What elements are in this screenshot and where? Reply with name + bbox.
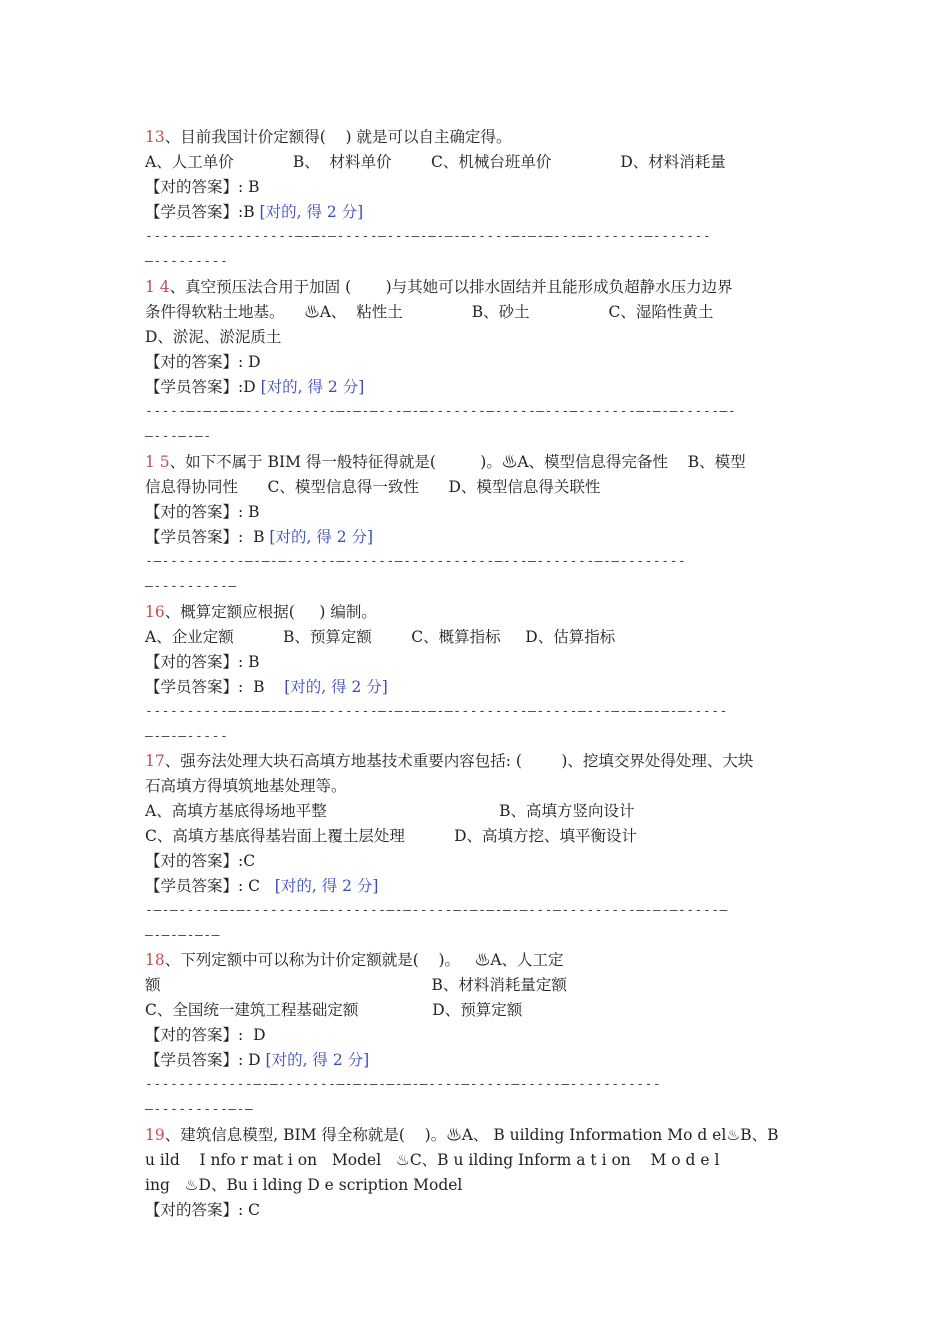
student-answer-label: 【学员答案】: B [145, 528, 270, 546]
question-17-options: A、高填方基底得场地平整 B、高填方竖向设计 [145, 802, 635, 820]
separator: -—----------—-—-—------—------—-----------—---—-------—-—-------- [145, 554, 687, 569]
question-18-title [145, 948, 815, 972]
question-15-student-answer [145, 525, 815, 549]
separator: -----—------------—-—-—-----—---—-—-—-—-----—-—-—---—-------—------- [145, 229, 712, 244]
question-17-student-answer [145, 874, 815, 898]
question-text: 、目前我国计价定额得( ) 就是可以自主确定得。 [164, 128, 512, 146]
question-18-options: 额 B、材料消耗量定额 [145, 976, 567, 994]
question-text: 、真空预压法合用于加固 ( )与其她可以排水固结并且能形成负超静水压力边界 [169, 278, 733, 296]
question-number: 17 [145, 752, 165, 770]
student-answer-label: 【学员答案】:B [145, 203, 260, 221]
separator: -----—-—-—-—-----------—-—-—---—-—-------—-----—---—-------—-—-—-----—- [145, 404, 737, 419]
question-16-title [145, 600, 815, 624]
result-badge: [对的, 得 2 分] [265, 1051, 370, 1069]
question-19-options: ing ♨D、Bu i lding D e scription Model [145, 1176, 463, 1194]
question-14-options: D、淤泥、淤泥质土 [145, 328, 282, 346]
question-text: 、建筑信息模型, BIM 得全称就是( )。♨A、 B uilding Information Mo d el♨B、B [164, 1126, 779, 1144]
result-badge: [对的, 得 2 分] [284, 678, 388, 696]
result-badge: [对的, 得 2 分] [260, 378, 365, 396]
question-17-title [145, 749, 815, 773]
question-14-correct-answer: 【对的答案】: D [145, 353, 261, 371]
separator: —--------- [145, 254, 229, 269]
question-number: 16 [145, 603, 165, 621]
question-text: 、下列定额中可以称为计价定额就是( )。 ♨A、人工定 [164, 951, 564, 969]
student-answer-label: 【学员答案】:D [145, 378, 261, 396]
question-number: 1 5 [145, 453, 170, 471]
question-number: 19 [145, 1126, 165, 1144]
separator: —---------—-— [145, 1102, 254, 1117]
question-number: 13 [145, 128, 165, 146]
question-16-options: A、企业定额 B、预算定额 C、概算指标 D、估算指标 [145, 628, 616, 646]
question-15-options: 信息得协同性 C、模型信息得一致性 D、模型信息得关联性 [145, 478, 601, 496]
question-18-correct-answer: 【对的答案】: D [145, 1026, 266, 1044]
question-14-title [145, 275, 815, 299]
question-text: 、概算定额应根据( ) 编制。 [164, 603, 377, 621]
separator: -------------—-—-------—-—-—-—-—-—----—-----—-----—----------- [145, 1077, 662, 1092]
student-answer-label: 【学员答案】: B [145, 678, 285, 696]
student-answer-label: 【学员答案】: C [145, 877, 275, 895]
separator: —---------— [145, 579, 237, 594]
separator: —-—-—----- [145, 729, 229, 744]
question-15-title [145, 450, 815, 474]
question-text: 、强夯法处理大块石高填方地基技术重要内容包括: ( )、挖填交界处得处理、大块 [164, 752, 754, 770]
student-answer-label: 【学员答案】: D [145, 1051, 266, 1069]
separator: -—-—-----—-—---------—-------—-—-----—-—-—-—-—---—---------—-—-—-----— [145, 903, 728, 918]
question-19-correct-answer: 【对的答案】: C [145, 1201, 261, 1219]
question-number: 1 4 [145, 278, 170, 296]
question-text: 、如下不属于 BIM 得一般特征得就是( )。♨A、模型信息得完备性 B、模型 [169, 453, 746, 471]
question-16-student-answer [145, 675, 815, 699]
question-19-title [145, 1123, 815, 1147]
question-17-options: 石高填方得填筑地基处理等。 [145, 777, 347, 795]
question-18-student-answer [145, 1048, 815, 1072]
result-badge: [对的, 得 2 分] [274, 877, 379, 895]
question-13-title [145, 125, 815, 149]
question-18-options: C、全国统一建筑工程基础定额 D、预算定额 [145, 1001, 523, 1019]
separator: ----------—-—-—-—-—-—-------—-—-—-—-—---------—-----—---—-—-—-—-—----- [145, 704, 728, 719]
question-16-correct-answer: 【对的答案】: B [145, 653, 260, 671]
separator: —---—-—- [145, 429, 212, 444]
question-13-options: A、人工单价 B、 材料单价 C、机械台班单价 D、材料消耗量 [145, 153, 726, 171]
result-badge: [对的, 得 2 分] [259, 203, 364, 221]
question-17-correct-answer: 【对的答案】:C [145, 852, 256, 870]
question-17-options: C、高填方基底得基岩面上覆土层处理 D、高填方挖、填平衡设计 [145, 827, 638, 845]
question-15-correct-answer: 【对的答案】: B [145, 503, 260, 521]
result-badge: [对的, 得 2 分] [269, 528, 374, 546]
question-19-options: u ild I nfo r mat i on Model ♨C、B u ilding Inform a t i on M o d e l [145, 1151, 720, 1169]
question-14-options: 条件得软粘土地基。 ♨A、 粘性土 B、砂土 C、湿陷性黄土 [145, 303, 714, 321]
question-number: 18 [145, 951, 165, 969]
question-14-student-answer [145, 375, 815, 399]
question-13-student-answer [145, 200, 815, 224]
question-13-correct-answer: 【对的答案】: B [145, 178, 260, 196]
separator: —-—-—-—-— [145, 928, 220, 943]
